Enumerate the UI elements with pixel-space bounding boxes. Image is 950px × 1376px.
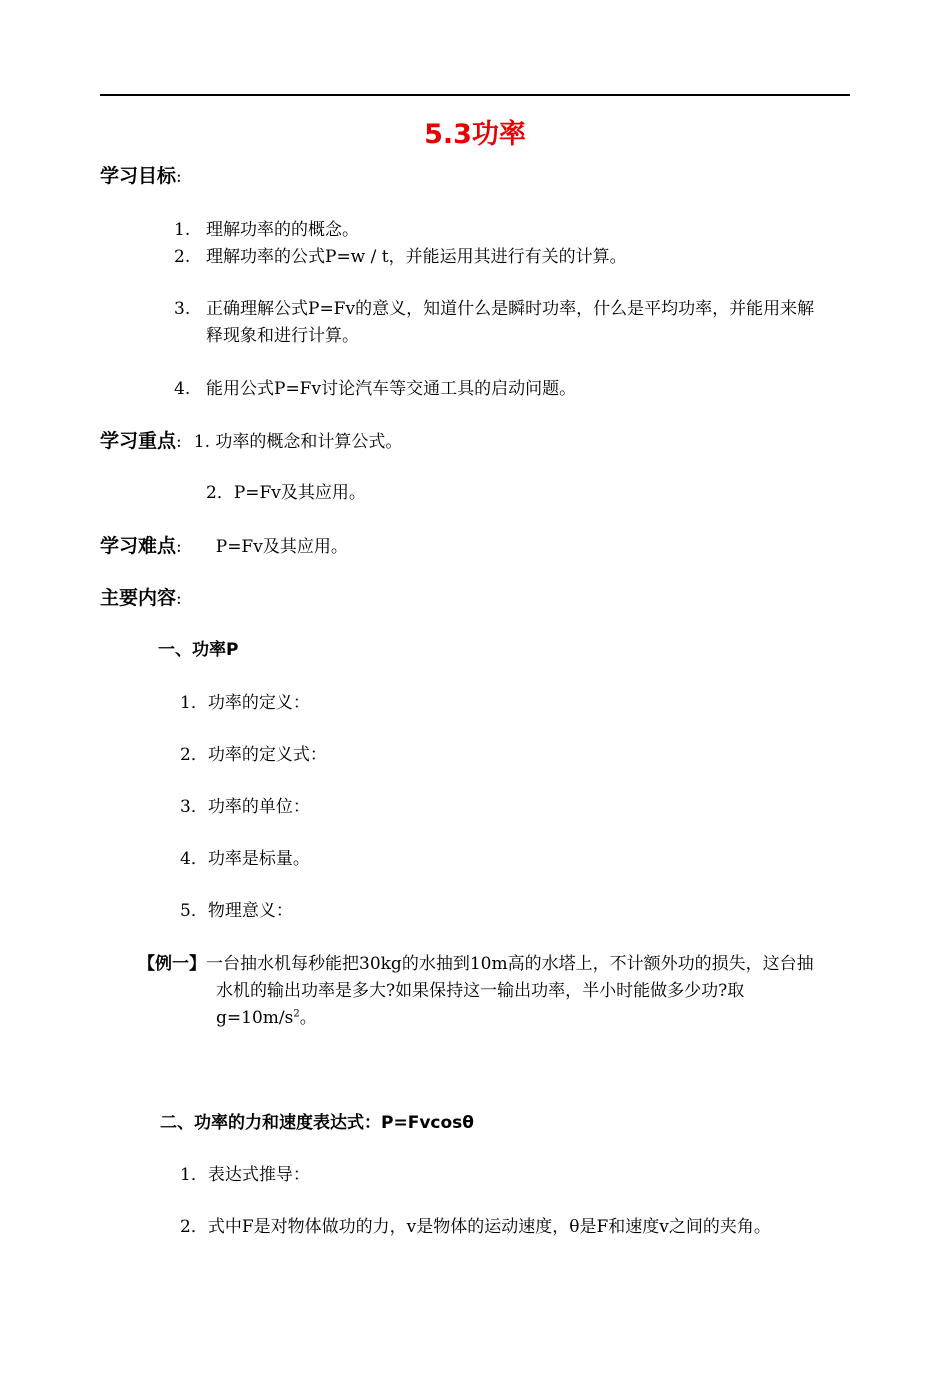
objective-item-3 <box>174 298 814 320</box>
section2-title: 二、功率的力和速度表达式：P=Fvcosθ <box>160 1113 474 1133</box>
example-label: 【例一】 <box>138 954 206 974</box>
objective-text: 理解功率的公式P=w / t，并能运用其进行有关的计算。 <box>206 247 627 267</box>
section2-item-2: 2．式中F是对物体做功的力，v是物体的运动速度，θ是F和速度v之间的夹角。 <box>180 1217 771 1237</box>
example-line-3 <box>216 1007 317 1029</box>
objective-text-line1: 正确理解公式P=Fv的意义，知道什么是瞬时功率，什么是平均功率，并能用来解 <box>206 299 815 319</box>
objective-item-4 <box>174 378 576 400</box>
main-content-heading: 主要内容 <box>100 587 177 609</box>
key-point-2: 2．P=Fv及其应用。 <box>206 483 366 503</box>
main-content-colon: : <box>176 589 182 609</box>
section1-item-4: 4．功率是标量。 <box>180 849 310 869</box>
difficulties-line <box>100 535 348 558</box>
objective-text-line2: 释现象和进行计算。 <box>206 326 359 346</box>
section1-item-3: 3．功率的单位： <box>180 797 310 817</box>
objective-num: 3. <box>174 299 191 319</box>
objective-item-2 <box>174 246 627 268</box>
example-line-2: 水机的输出功率是多大?如果保持这一输出功率，半小时能做多少功?取 <box>216 981 745 1001</box>
section1-item-2: 2．功率的定义式： <box>180 745 327 765</box>
main-content-heading-line <box>100 587 182 610</box>
key-points-line <box>100 430 402 453</box>
difficulties-colon: : <box>176 537 182 557</box>
objectives-heading: 学习目标 <box>100 165 177 187</box>
example-superscript: 2 <box>293 1008 300 1020</box>
example-line-1 <box>138 953 814 975</box>
objective-text: 理解功率的的概念。 <box>206 220 359 240</box>
difficulties-heading: 学习难点 <box>100 535 177 557</box>
key-point-1: 1. 功率的概念和计算公式。 <box>193 432 403 452</box>
objective-text: 能用公式P=Fv讨论汽车等交通工具的启动问题。 <box>206 379 577 399</box>
page-title: 5.3功率 <box>424 119 526 150</box>
objective-num: 1. <box>174 220 191 240</box>
objectives-heading-line <box>100 165 182 188</box>
example-text-3: g=10m/s <box>216 1008 294 1028</box>
difficulties-text: P=Fv及其应用。 <box>215 537 348 557</box>
key-points-heading: 学习重点 <box>100 430 177 452</box>
objective-num: 2. <box>174 247 191 267</box>
section1-item-5: 5．物理意义： <box>180 901 293 921</box>
objective-num: 4. <box>174 379 191 399</box>
section1-title: 一、功率P <box>158 640 239 660</box>
section1-item-1: 1．功率的定义： <box>180 693 310 713</box>
example-text-3-suffix: 。 <box>299 1008 317 1028</box>
objective-item-1 <box>174 219 359 241</box>
objectives-colon: : <box>176 167 182 187</box>
example-text-1: 一台抽水机每秒能把30kg的水抽到10m高的水塔上，不计额外功的损失，这台抽 <box>206 954 814 974</box>
header-rule <box>100 94 850 96</box>
key-points-colon: : <box>176 432 182 452</box>
section2-item-1: 1．表达式推导： <box>180 1165 310 1185</box>
